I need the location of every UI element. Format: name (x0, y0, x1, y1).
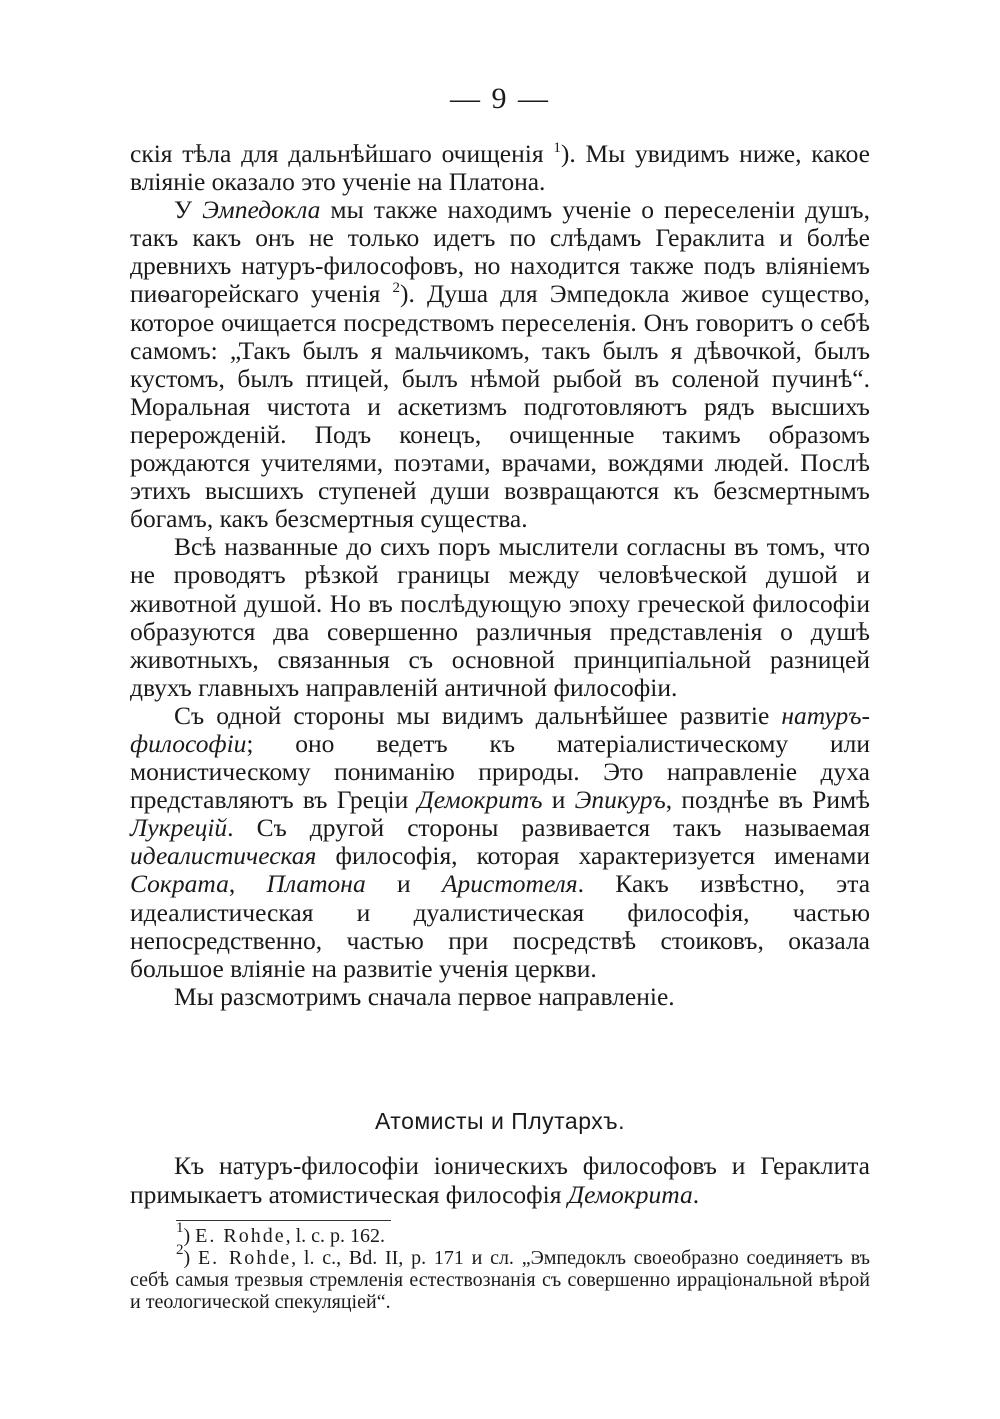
footnote-1: $^1$) E. Rohde, l. c. p. 162. (176, 1220, 386, 1247)
paragraph-first-direction (130, 983, 870, 1011)
emphasis-aristotle: Аристотеля (441, 869, 578, 899)
paragraph-empedocles (130, 196, 870, 533)
text-run: Съ одной стороны мы видимъ дальнѣйшее развитіе (174, 700, 782, 730)
text-run: ; оно ведетъ къ матеріалистическому или монистическому пониманію природы. Это направленіе духа представляютъ въ Греціи (130, 728, 870, 815)
text-run: скія тѣла для дальнѣйшаго очищенія (130, 139, 554, 168)
text-run: . (692, 1179, 700, 1209)
section-heading: Атомисты и Плутархъ. (374, 1108, 626, 1134)
text-run: . Съ другой стороны развивается такъ называемая (227, 813, 870, 843)
footnote-text: , l. c., Bd. II, p. 171 и сл. „Эмпедоклъ своеобразно соединяетъ въ себѣ самыя трезвыя стремленія естествознанія съ совершенно ирраціональной вѣрой и теологической спекуляціей“. (130, 1247, 870, 1313)
footnote-ref-2[interactable]: 2 (392, 280, 400, 297)
emphasis-idealist: идеалистическая (130, 841, 317, 871)
main-text (130, 140, 870, 1011)
emphasis-epicurus: Эпикуръ (574, 785, 666, 815)
page-number: — 9 — (450, 82, 550, 115)
footnote-text: , l. c. p. 162. (285, 1225, 386, 1247)
footnote-ref-1[interactable]: 1 (553, 140, 561, 156)
footnote-mark: 1 (176, 1220, 184, 1236)
paragraph-continuation (130, 140, 870, 196)
text-run: и (542, 785, 575, 815)
text-run: ). Душа для Эмпедокла живое существо, которое очищается посредствомъ переселенія. Онъ говоритъ о себѣ самомъ: „Такъ былъ я мальчикомъ, такъ былъ я дѣвочкой, былъ кустомъ, былъ птицей, былъ нѣмой рыбой въ соленой пучинѣ“. Моральная чистота и аскетизмъ подготовляютъ рядъ высшихъ перерожденій. Подъ конецъ, очищенные такимъ образомъ рождаются учителями, поэтами, врачами, вождями людей. Послѣ этихъ высшихъ ступеней души возвращаются къ безсмертнымъ богамъ, какъ безсмертныя существа. (130, 279, 871, 534)
footnote-divider (176, 1220, 391, 1221)
emphasis-democritus: Демокритъ (417, 785, 543, 815)
text-run: У (174, 195, 203, 225)
text-run: . Какъ извѣстно, эта идеалистическая и дуалистическая философія, частью непосредственно, частью при посредствѣ стоиковъ, оказала большое вліяніе на развитіе ученія церкви. (130, 869, 871, 983)
text-run: мы также находимъ ученіе о переселеніи душъ, такъ какъ онъ не только идетъ по слѣдамъ Гераклита и болѣе древнихъ натуръ-философовъ, но находится также подъ вліяніемъ пиѳагорейскаго ученія (130, 195, 870, 309)
paragraph-atomists (130, 1152, 870, 1209)
footnote-2: $^2$) E. Rohde, l. c., Bd. II, p. 171 и сл. „Эмпедоклъ своеобразно соединяетъ въ себѣ самыя трезвыя стремленія естествознанія съ совершенно ирраціональной вѣрой и теологической спекуляціей“. (130, 1242, 870, 1313)
emphasis-natur-philosophy: натуръ-философіи (130, 700, 870, 758)
text-run: Къ натуръ-философіи іоническихъ философовъ и Гераклита примыкаетъ атомистическая философія (130, 1151, 870, 1209)
emphasis-democritus-2: Демокрита (567, 1179, 693, 1209)
text-run: Мы разсмотримъ сначала первое направленіе. (174, 981, 675, 1011)
paragraph-thinkers (130, 533, 870, 702)
emphasis-empedocles: Эмпедокла (202, 195, 321, 225)
text-run: Всѣ названные до сихъ поръ мыслители согласны въ томъ, что не проводятъ рѣзкой границы между человѣческой душой и животной душой. Но въ послѣдующую эпоху греческой философіи образуются два совершенно различныя представленія о душѣ животныхъ, связанныя съ основной принципіальной разницей двухъ главныхъ направленій античной философіи. (130, 532, 870, 702)
emphasis-plato: Платона (266, 869, 366, 899)
footnote-mark: 2 (176, 1242, 184, 1258)
text-run: , (228, 869, 267, 899)
paragraph-two-directions (130, 702, 870, 983)
text-run: и (365, 869, 442, 899)
emphasis-socrates: Сократа (130, 869, 229, 899)
text-run: философія, которая характеризуется именами (316, 841, 870, 871)
emphasis-lucretius: Лукрецій (130, 813, 228, 843)
footnote-author: E. Rohde (195, 1225, 286, 1247)
footnote-author: E. Rohde (197, 1247, 292, 1269)
section-text (130, 1152, 870, 1209)
text-run: ). Мы увидимъ ниже, какое вліяніе оказало это ученіе на Платона. (130, 139, 870, 197)
footnotes (130, 1220, 870, 1313)
text-run: , позднѣе въ Римѣ (665, 785, 870, 815)
